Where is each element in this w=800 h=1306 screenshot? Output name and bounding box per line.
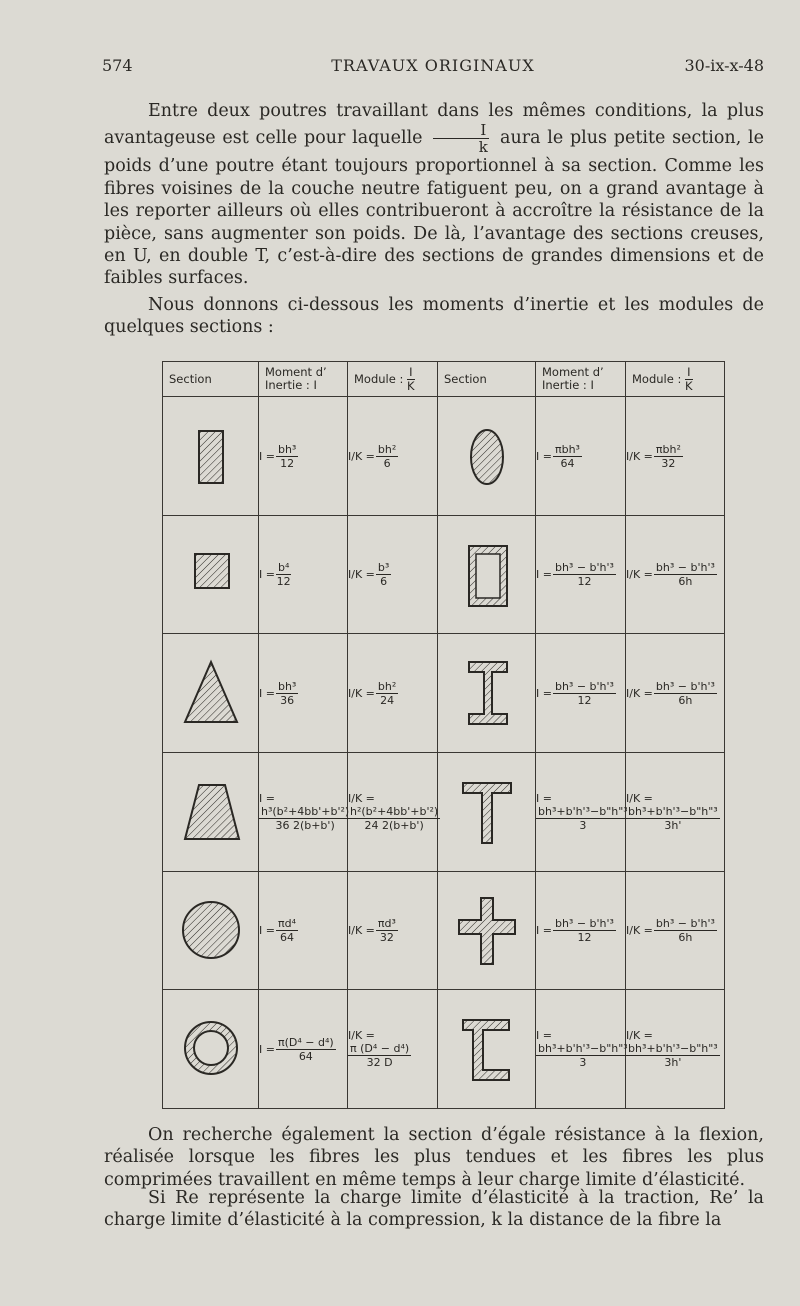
module-numerator: πd³ — [377, 917, 396, 930]
section-figure-cell — [438, 990, 536, 1109]
table-row — [163, 990, 725, 1109]
module-cell — [626, 990, 725, 1109]
header-module-right: Module : $\frac{I}{K}$ — [626, 362, 725, 397]
moment-lhs: I = — [536, 686, 552, 700]
moment-cell — [259, 397, 348, 516]
module-denominator: 6h — [678, 693, 693, 707]
module-numerator: bh³ − b'h'³ — [655, 917, 715, 930]
module-numerator: bh³ − b'h'³ — [655, 679, 715, 693]
module-lhs: I/K = — [348, 568, 375, 582]
module-denominator: 24 — [380, 693, 395, 707]
running-header — [102, 56, 764, 80]
moment-numerator: πd⁴ — [277, 917, 296, 930]
moment-denominator: 64 — [279, 931, 294, 944]
moment-denominator: 64 — [298, 1049, 313, 1063]
header-section-left: Section — [163, 362, 259, 397]
table-row — [163, 515, 725, 634]
moment-cell — [259, 990, 348, 1109]
moment-denominator: 36 — [280, 693, 295, 707]
module-lhs: I/K = — [348, 449, 375, 463]
module-numerator: π (D⁴ − d⁴) — [350, 1042, 410, 1056]
module-denominator: 6h — [678, 575, 693, 589]
moment-numerator: π(D⁴ − d⁴) — [277, 1035, 334, 1049]
module-cell — [348, 397, 438, 516]
module-lhs: I/K = — [626, 792, 653, 806]
table-row — [163, 871, 725, 990]
cross-section-icon — [449, 892, 525, 970]
paragraph-1-after: aura le plus petite section, le poids d’une poutre étant toujours proportionnel à sa section. Comme les fibres voisines de la couche neutre fatiguent peu, on a grand avantage à les reporter ailleurs où elles contribueront à accroître la résistance de la pièce, sans augmenter son poids. De là, l’avantage des sections creuses, en U, en double T, c’est-à-dire des sections de grandes dimensions et de faibles surfaces. — [104, 128, 764, 289]
module-denominator: 3h' — [664, 819, 682, 833]
moment-lhs: I = — [259, 686, 275, 700]
z-section-icon — [449, 1010, 525, 1088]
module-lhs: I/K = — [626, 449, 653, 463]
section-figure-cell — [163, 515, 259, 634]
moment-denominator: 64 — [560, 456, 575, 470]
moment-denominator: 12 — [577, 693, 592, 707]
page-number: 574 — [102, 56, 133, 75]
module-lhs: I/K = — [348, 1029, 375, 1043]
moment-numerator: bh³ − b'h'³ — [554, 561, 614, 575]
issue-date: 30-ix-x-48 — [684, 56, 764, 75]
moment-lhs: I = — [536, 1029, 552, 1043]
trapezoid-section-icon — [173, 773, 249, 851]
module-cell — [348, 990, 438, 1109]
module-numerator: bh² — [377, 679, 397, 693]
module-lhs: I/K = — [348, 924, 375, 937]
moment-cell — [536, 515, 626, 634]
module-numerator: h²(b²+4bb'+b'²) — [350, 805, 439, 819]
table-row — [163, 397, 725, 516]
section-figure-cell — [163, 397, 259, 516]
moment-cell — [536, 634, 626, 753]
hollow-rectangle-section-icon — [449, 536, 525, 614]
section-figure-cell — [438, 397, 536, 516]
moment-lhs: I = — [259, 924, 275, 937]
paragraph-1-before: Entre deux poutres travaillant dans les mêmes conditions, la plus avantageuse est celle pour laquelle — [104, 101, 764, 149]
moment-cell — [259, 871, 348, 990]
moment-denominator: 12 — [280, 456, 295, 470]
table-row — [163, 753, 725, 872]
moment-lhs: I = — [259, 792, 275, 806]
table-row — [163, 634, 725, 753]
section-figure-cell — [163, 871, 259, 990]
module-lhs: I/K = — [626, 686, 653, 700]
moment-lhs: I = — [536, 924, 552, 937]
section-figure-cell — [163, 753, 259, 872]
module-denominator: 3h' — [664, 1056, 682, 1070]
moment-denominator: 36 2(b+b') — [275, 819, 335, 833]
square-section-icon — [173, 536, 249, 614]
moment-denominator: 3 — [579, 1056, 587, 1070]
circle-section-icon — [173, 892, 249, 970]
moment-denominator: 3 — [579, 819, 587, 833]
module-denominator: 6 — [380, 575, 388, 589]
ring-section-icon — [173, 1010, 249, 1088]
module-cell — [348, 634, 438, 753]
moment-lhs: I = — [536, 792, 552, 806]
rectangle-section-icon — [173, 417, 249, 495]
ellipse-section-icon — [449, 417, 525, 495]
module-lhs: I/K = — [626, 1029, 653, 1043]
module-numerator: πbh² — [655, 442, 681, 456]
moment-cell — [536, 871, 626, 990]
moment-numerator: bh³+b'h'³−b"h"³ — [538, 1042, 628, 1056]
module-lhs: I/K = — [348, 792, 375, 806]
triangle-section-icon — [173, 654, 249, 732]
section-figure-cell — [163, 634, 259, 753]
section-figure-cell — [438, 753, 536, 872]
module-cell — [626, 397, 725, 516]
moment-cell — [259, 753, 348, 872]
module-denominator: 6 — [383, 456, 391, 470]
moment-lhs: I = — [259, 1042, 275, 1056]
moment-numerator: πbh³ — [554, 442, 580, 456]
module-cell — [348, 871, 438, 990]
paragraph-1 — [104, 100, 764, 290]
header-section-right: Section — [438, 362, 536, 397]
section-figure-cell — [438, 515, 536, 634]
section-figure-cell — [438, 871, 536, 990]
section-figure-cell — [438, 634, 536, 753]
module-cell — [626, 634, 725, 753]
moment-numerator: bh³+b'h'³−b"h"³ — [538, 805, 628, 819]
module-cell — [626, 515, 725, 634]
module-cell — [348, 753, 438, 872]
section-figure-cell — [163, 990, 259, 1109]
moment-lhs: I = — [259, 449, 275, 463]
module-lhs: I/K = — [348, 686, 375, 700]
module-numerator: bh² — [377, 442, 397, 456]
module-cell — [626, 871, 725, 990]
moment-numerator: bh³ − b'h'³ — [554, 679, 614, 693]
moment-cell — [536, 753, 626, 872]
moment-lhs: I = — [536, 568, 552, 582]
moment-denominator: 12 — [577, 575, 592, 589]
module-denominator: 6h — [678, 931, 693, 944]
paragraph-3: On recherche également la section d’égale résistance à la flexion, réalisée lorsque les fibres les plus tendues et les fibres les plus comprimées travaillent en même temps à leur charge limite d’élasticité. — [104, 1125, 764, 1190]
paragraph-2: Nous donnons ci-dessous les moments d’inertie et les modules de quelques sections : — [104, 295, 764, 338]
sections-table — [162, 361, 725, 1109]
module-denominator: 32 D — [366, 1056, 393, 1070]
module-cell — [626, 753, 725, 872]
moment-cell — [536, 397, 626, 516]
running-title: TRAVAUX ORIGINAUX — [331, 56, 535, 75]
header-moment-right: Moment d’ Inertie : I — [536, 362, 626, 397]
moment-lhs: I = — [259, 568, 275, 582]
moment-numerator: bh³ — [277, 679, 297, 693]
moment-numerator: bh³ − b'h'³ — [554, 917, 614, 930]
module-numerator: b³ — [377, 561, 390, 575]
i-over-k-fraction: $\frac{I}{k}$ — [433, 122, 489, 155]
i-beam-section-icon — [449, 654, 525, 732]
table-header-row — [163, 362, 725, 397]
module-denominator: 32 — [379, 931, 394, 944]
header-moment-left: Moment d’ Inertie : I — [259, 362, 348, 397]
moment-lhs: I = — [536, 449, 552, 463]
moment-denominator: 12 — [577, 931, 592, 944]
moment-numerator: b⁴ — [277, 561, 290, 575]
module-denominator: 24 2(b+b') — [364, 819, 424, 833]
paragraph-4: Si Re représente la charge limite d’élasticité à la traction, Re’ la charge limite d’élasticité à la compression, k la distance de la fibre la — [104, 1188, 764, 1231]
moment-cell — [536, 990, 626, 1109]
module-denominator: 32 — [661, 456, 676, 470]
moment-numerator: h³(b²+4bb'+b'²) — [261, 805, 350, 819]
module-cell — [348, 515, 438, 634]
moment-numerator: bh³ — [277, 442, 297, 456]
moment-denominator: 12 — [276, 575, 291, 589]
header-module-left: Module : $\frac{I}{K}$ — [348, 362, 438, 397]
module-lhs: I/K = — [626, 568, 653, 582]
module-numerator: bh³ − b'h'³ — [655, 561, 715, 575]
t-beam-section-icon — [449, 773, 525, 851]
module-numerator: bh³+b'h'³−b"h"³ — [628, 805, 718, 819]
module-lhs: I/K = — [626, 924, 653, 937]
moment-cell — [259, 515, 348, 634]
moment-cell — [259, 634, 348, 753]
module-numerator: bh³+b'h'³−b"h"³ — [628, 1042, 718, 1056]
